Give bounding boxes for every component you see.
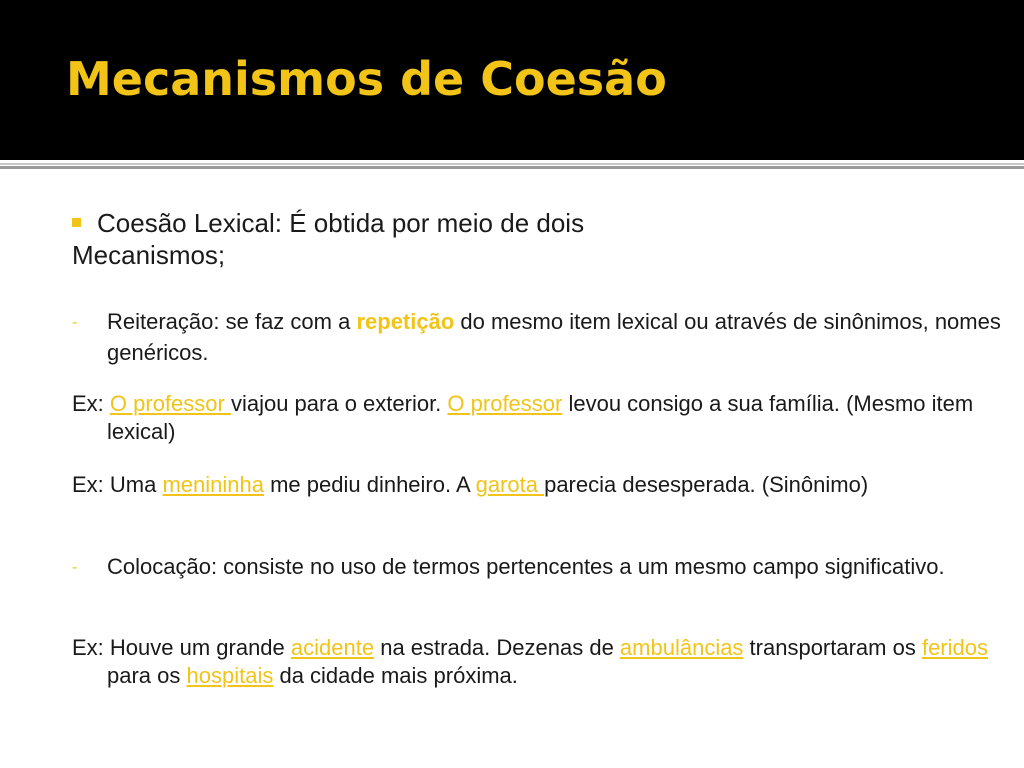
example-2-after: parecia desesperada. (Sinônimo)	[544, 472, 869, 497]
colocacao-text: Colocação: consiste no uso de termos pertencentes a um mesmo campo significativo.	[107, 554, 945, 579]
example-3-mid-3: para os	[107, 663, 187, 688]
title-bar	[0, 0, 1024, 160]
lead-bullet	[72, 207, 972, 271]
example-3-link-feridos[interactable]: feridos	[921, 635, 988, 660]
divider-thin	[0, 163, 1024, 165]
example-1-link-professor-1[interactable]: O professor	[109, 391, 231, 416]
example-2-prefix: Ex: Uma	[72, 472, 163, 497]
example-3-prefix: Ex: Houve um grande	[72, 635, 291, 660]
square-bullet-icon	[72, 218, 81, 227]
dash-bullet-icon: -	[72, 559, 78, 576]
example-3-link-acidente[interactable]: acidente	[290, 635, 375, 660]
example-3-link-ambulancias[interactable]: ambulâncias	[619, 635, 744, 660]
colocacao-item	[72, 553, 1007, 584]
reiteracao-text-after: do mesmo item lexical ou através de sinônimos, nomes genéricos.	[107, 309, 1001, 365]
example-1-prefix: Ex:	[72, 391, 110, 416]
example-2-mid: me pediu dinheiro. A	[263, 472, 476, 497]
slide-title: Mecanismos de Coesão	[66, 52, 667, 106]
example-1-link-professor-2[interactable]: O professor	[447, 391, 563, 416]
example-1-after: levou consigo a sua família. (Mesmo item lexical)	[107, 391, 974, 444]
repeticao-highlight: repetição	[356, 309, 455, 334]
dash-bullet-icon: -	[72, 314, 78, 331]
example-2-link-menininha[interactable]: menininha	[162, 472, 264, 497]
reiteracao-item	[72, 308, 1007, 367]
example-3-mid-1: na estrada. Dezenas de	[374, 635, 620, 660]
example-2	[72, 471, 1007, 499]
example-3	[72, 634, 1007, 690]
lead-line-1: Coesão Lexical: É obtida por meio de dois	[97, 208, 585, 238]
example-3-after: da cidade mais próxima.	[273, 663, 518, 688]
example-1	[72, 390, 1007, 446]
example-3-link-hospitais[interactable]: hospitais	[186, 663, 274, 688]
reiteracao-text-before: Reiteração: se faz com a	[107, 309, 357, 334]
divider-thick	[0, 166, 1024, 169]
example-2-link-garota[interactable]: garota	[475, 472, 545, 497]
example-3-mid-2: transportaram os	[743, 635, 922, 660]
lead-line-2: Mecanismos;	[72, 240, 226, 270]
example-1-mid: viajou para o exterior.	[230, 391, 448, 416]
